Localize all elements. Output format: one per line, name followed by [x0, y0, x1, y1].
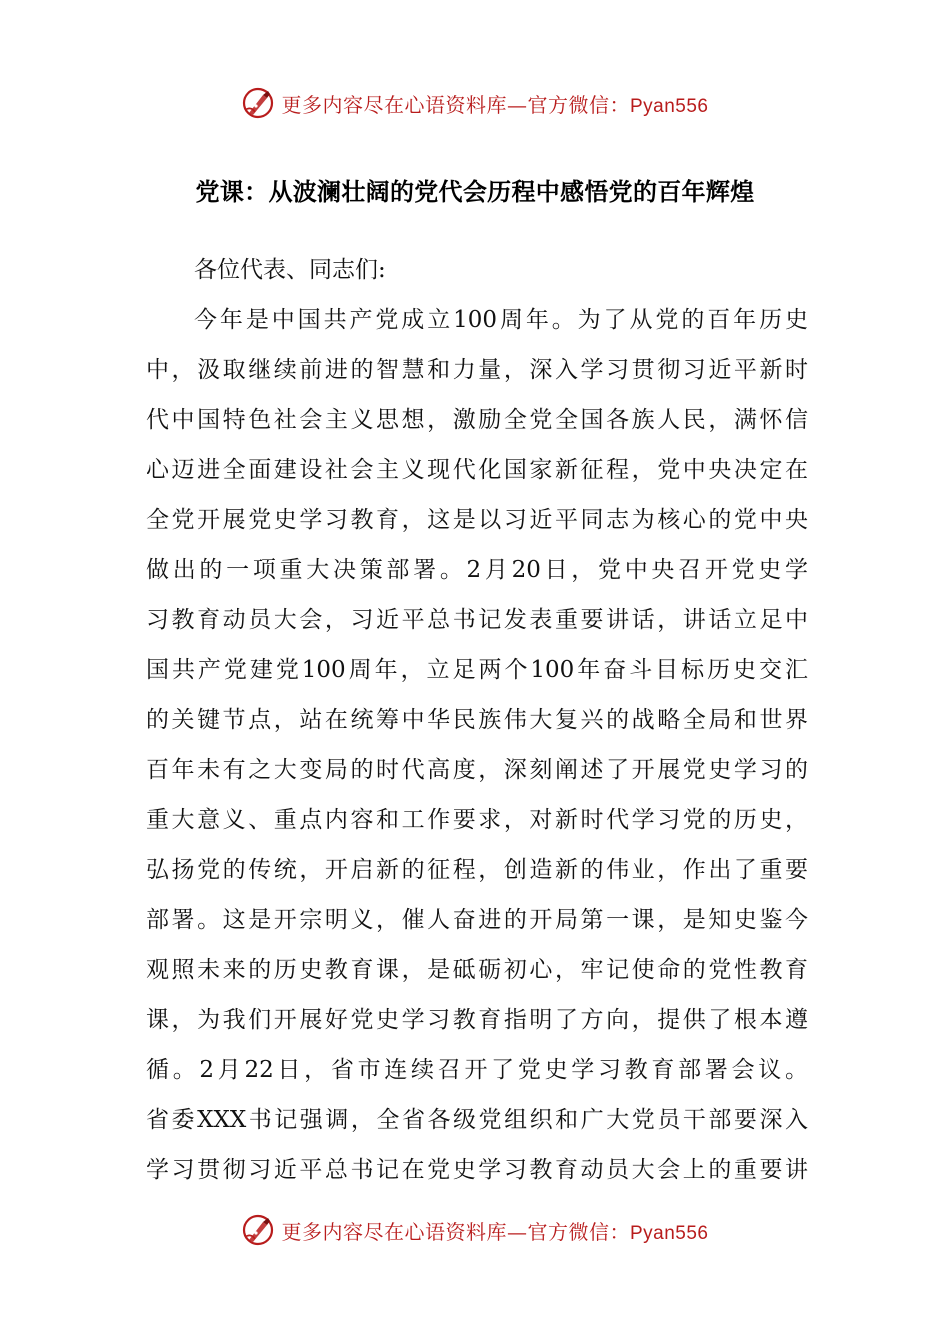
document-body — [146, 248, 808, 1198]
banner-text — [281, 89, 708, 118]
paragraph-line: 做出的一项重大决策部署。2月20日，党中央召开党史学 — [146, 557, 808, 583]
paragraph-line: 心迈进全面建设社会主义现代化国家新征程，党中央决定在 — [146, 457, 808, 483]
footer-banner — [0, 1205, 950, 1255]
paragraph-line: 百年未有之大变局的时代高度，深刻阐述了开展党史学习的 — [146, 757, 808, 783]
paragraph-line: 观照未来的历史教育课，是砥砺初心，牢记使命的党性教育 — [146, 957, 808, 983]
banner-site-name: 更多内容尽在心语资料库 — [281, 92, 507, 117]
banner-wechat-id: Pyan556 — [629, 95, 709, 117]
banner-separator: — — [506, 92, 528, 117]
paragraph-line: 代中国特色社会主义思想，激励全党全国各族人民，满怀信 — [146, 407, 808, 433]
paragraph-line: 国共产党建党100周年，立足两个100年奋斗目标历史交汇 — [146, 657, 808, 683]
banner-site-name: 更多内容尽在心语资料库 — [281, 1219, 507, 1244]
banner-wechat-label: 官方微信： — [527, 1219, 630, 1244]
salutation: 各位代表、同志们: — [194, 257, 386, 283]
paragraph-line: 省委XXX书记强调，全省各级党组织和广大党员干部要深入 — [146, 1107, 808, 1133]
paragraph-line: 学习贯彻习近平总书记在党史学习教育动员大会上的重要讲 — [146, 1157, 808, 1183]
banner-wechat-id: Pyan556 — [629, 1222, 709, 1244]
banner-separator: — — [506, 1219, 528, 1244]
banner-wechat-label: 官方微信： — [527, 92, 630, 117]
header-banner — [0, 78, 950, 128]
document-title: 党课：从波澜壮阔的党代会历程中感悟党的百年辉煌 — [195, 178, 755, 206]
pen-nib-logo-icon — [241, 1213, 275, 1247]
paragraph-line: 的关键节点，站在统筹中华民族伟大复兴的战略全局和世界 — [146, 707, 808, 733]
banner-text — [281, 1216, 708, 1245]
pen-nib-logo-icon — [241, 86, 275, 120]
paragraph-line: 课，为我们开展好党史学习教育指明了方向，提供了根本遵 — [146, 1007, 808, 1033]
paragraph-line: 中，汲取继续前进的智慧和力量，深入学习贯彻习近平新时 — [146, 357, 808, 383]
paragraph-line: 部署。这是开宗明义，催人奋进的开局第一课，是知史鉴今 — [146, 907, 808, 933]
paragraph-line: 今年是中国共产党成立100周年。为了从党的百年历史 — [194, 307, 808, 333]
paragraph-line: 弘扬党的传统，开启新的征程，创造新的伟业，作出了重要 — [146, 857, 808, 883]
paragraph-line: 重大意义、重点内容和工作要求，对新时代学习党的历史， — [146, 807, 808, 833]
paragraph-line: 循。2月22日，省市连续召开了党史学习教育部署会议。 — [146, 1057, 808, 1083]
paragraph-line: 全党开展党史学习教育，这是以习近平同志为核心的党中央 — [146, 507, 808, 533]
paragraph-line: 习教育动员大会，习近平总书记发表重要讲话，讲话立足中 — [146, 607, 808, 633]
